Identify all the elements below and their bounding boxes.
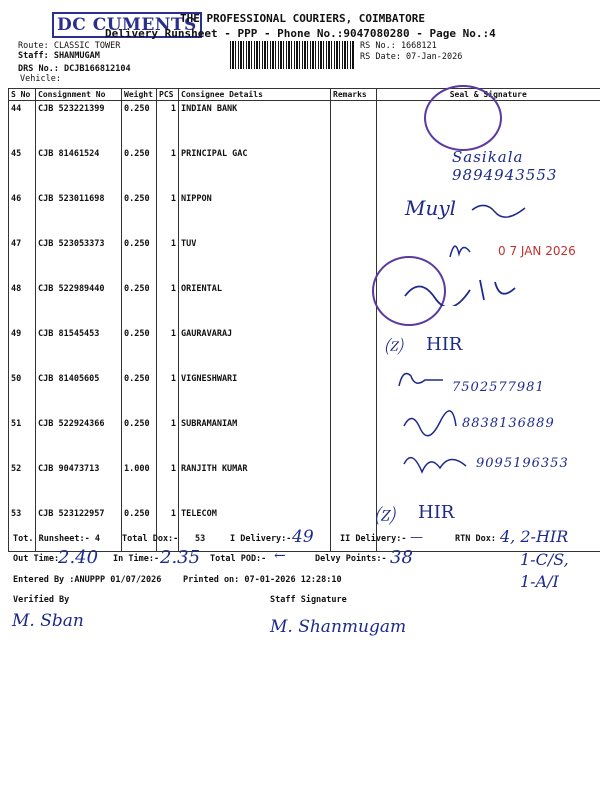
signature-scribble-48 (400, 276, 530, 306)
route-label: Route: CLASSIC TOWER (18, 41, 121, 51)
cell-pcs: 1 (157, 506, 179, 552)
cell-weight: 0.250 (122, 236, 157, 281)
cell-consignment: CJB 522989440 (36, 281, 122, 326)
signature-row-46: Muyl (405, 196, 457, 220)
cell-weight: 0.250 (122, 416, 157, 461)
cell-weight: 0.250 (122, 146, 157, 191)
cell-pcs: 1 (157, 191, 179, 236)
rtn-dox-value-line3: 1-A/I (520, 572, 559, 591)
table-row (9, 101, 600, 147)
entered-by: Entered By :ANUPPP 01/07/2026 (13, 575, 162, 585)
in-time-value: 2.35 (160, 547, 201, 568)
total-dox-label: Total Dox:- (122, 534, 179, 544)
cell-sno: 50 (9, 371, 36, 416)
barcode (230, 41, 355, 69)
cell-consignment: CJB 523221399 (36, 101, 122, 147)
in-time-label: In Time:- (113, 554, 160, 564)
cell-consignment: CJB 523053373 (36, 236, 122, 281)
delvy-points-value: 38 (390, 547, 413, 568)
cell-consignee: INDIAN BANK (179, 101, 331, 147)
cell-sno: 46 (9, 191, 36, 236)
cell-remarks (331, 461, 377, 506)
staff-label: Staff: SHANMUGAM (18, 51, 100, 61)
cell-pcs: 1 (157, 371, 179, 416)
cell-consignee: NIPPON (179, 191, 331, 236)
col-consignee: Consignee Details (179, 89, 331, 101)
cell-consignment: CJB 523122957 (36, 506, 122, 552)
cell-consignee: SUBRAMANIAM (179, 416, 331, 461)
cell-remarks (331, 326, 377, 371)
cell-weight: 0.250 (122, 281, 157, 326)
i-delivery-value: 49 (292, 527, 314, 547)
ii-delivery-dash: — (410, 530, 423, 545)
runsheet-title: Delivery Runsheet - PPP - Phone No.:9047080280 - Page No.:4 (105, 27, 496, 40)
cell-weight: 0.250 (122, 506, 157, 552)
cell-remarks (331, 101, 377, 147)
cell-sno: 49 (9, 326, 36, 371)
col-seal-signature: Seal & Signature (377, 89, 600, 101)
cell-weight: 0.250 (122, 326, 157, 371)
staff-signature-label: Staff Signature (270, 595, 347, 605)
cell-sno: 48 (9, 281, 36, 326)
cell-consignment: CJB 81545453 (36, 326, 122, 371)
table-row (9, 326, 600, 371)
cell-pcs: 1 (157, 416, 179, 461)
col-weight: Weight (122, 89, 157, 101)
col-remarks: Remarks (331, 89, 377, 101)
signature-row-51: 8838136889 (462, 416, 555, 431)
cell-weight: 0.250 (122, 101, 157, 147)
ii-delivery-label: II Delivery:- (340, 534, 407, 544)
cell-remarks (331, 281, 377, 326)
cell-sno: 51 (9, 416, 36, 461)
col-sno: S No (9, 89, 36, 101)
received-date-stamp: 0 7 JAN 2026 (498, 244, 576, 258)
bank-seal-stamp (424, 85, 502, 151)
total-dox-value: 53 (195, 534, 206, 544)
cell-signature (377, 326, 600, 371)
signature-scribble-52 (400, 448, 470, 478)
table-header-row (9, 89, 600, 101)
signature-row-49-text: HIR (426, 334, 463, 355)
cell-consignment: CJB 81405605 (36, 371, 122, 416)
cell-sno: 53 (9, 506, 36, 552)
signature-scribble-46 (470, 198, 530, 220)
cell-pcs: 1 (157, 281, 179, 326)
total-pod-arrow: ← (274, 548, 286, 564)
table-row (9, 236, 600, 281)
cell-remarks (331, 236, 377, 281)
drs-label: DRS No.: DCJB166812104 (18, 64, 131, 74)
cell-weight: 1.000 (122, 461, 157, 506)
total-pod-label: Total POD:- (210, 554, 267, 564)
cell-weight: 0.250 (122, 371, 157, 416)
cell-weight: 0.250 (122, 191, 157, 236)
rtn-dox-label: RTN Dox: (455, 534, 496, 544)
col-consignment: Consignment No (36, 89, 122, 101)
total-runsheet: Tot. Runsheet:- 4 (13, 534, 100, 544)
cell-consignee: RANJITH KUMAR (179, 461, 331, 506)
signature-scribble-47 (445, 232, 475, 262)
cell-consignee: ORIENTAL (179, 281, 331, 326)
cell-consignment: CJB 90473713 (36, 461, 122, 506)
delvy-points-label: Delvy Points:- (315, 554, 387, 564)
verified-by-signature: M. Sban (12, 611, 84, 631)
verified-by-label: Verified By (13, 595, 70, 605)
cell-pcs: 1 (157, 236, 179, 281)
company-title: THE PROFESSIONAL COURIERS, COIMBATORE (180, 12, 426, 25)
out-time-label: Out Time: (13, 554, 60, 564)
cell-consignment: CJB 522924366 (36, 416, 122, 461)
cell-sno: 45 (9, 146, 36, 191)
printed-on: Printed on: 07-01-2026 12:28:10 (183, 575, 342, 585)
cell-consignment: CJB 523011698 (36, 191, 122, 236)
cell-remarks (331, 371, 377, 416)
i-delivery-label: I Delivery:- (230, 534, 292, 544)
cell-consignee: VIGNESHWARI (179, 371, 331, 416)
cell-remarks (331, 506, 377, 552)
cell-pcs: 1 (157, 461, 179, 506)
cell-pcs: 1 (157, 326, 179, 371)
cell-remarks (331, 191, 377, 236)
rs-date: RS Date: 07-Jan-2026 (360, 52, 463, 62)
cell-sno: 52 (9, 461, 36, 506)
signature-row-52: 9095196353 (476, 456, 569, 471)
out-time-value: 2.40 (58, 547, 99, 568)
cell-remarks (331, 146, 377, 191)
cell-consignee: GAURAVARAJ (179, 326, 331, 371)
cell-consignment: CJB 81461524 (36, 146, 122, 191)
signature-scribble-51 (400, 408, 460, 438)
cell-consignee: PRINCIPAL GAC (179, 146, 331, 191)
cell-consignee: TUV (179, 236, 331, 281)
staff-signature: M. Shanmugam (270, 617, 407, 637)
rtn-dox-value-line2: 1-C/S, (520, 550, 569, 569)
cell-pcs: 1 (157, 146, 179, 191)
documents-stamp: DC CUMENTS (52, 12, 202, 38)
col-pcs: PCS (157, 89, 179, 101)
signature-row-49: ⒵ (384, 337, 402, 358)
signature-row-50: 7502577981 (452, 380, 545, 395)
cell-remarks (331, 416, 377, 461)
cell-sno: 44 (9, 101, 36, 147)
vehicle-label: Vehicle: (20, 74, 61, 84)
signature-scribble-50 (395, 366, 445, 390)
rs-number: RS No.: 1668121 (360, 41, 437, 51)
signature-row-45: Sasikala 9894943553 (452, 148, 558, 184)
cell-sno: 47 (9, 236, 36, 281)
signature-row-53: ⒵ (374, 504, 394, 528)
cell-consignee: TELECOM (179, 506, 331, 552)
cell-pcs: 1 (157, 101, 179, 147)
rtn-dox-value-line1: 4, 2-HIR (500, 527, 569, 546)
signature-row-53-text: HIR (418, 502, 455, 523)
